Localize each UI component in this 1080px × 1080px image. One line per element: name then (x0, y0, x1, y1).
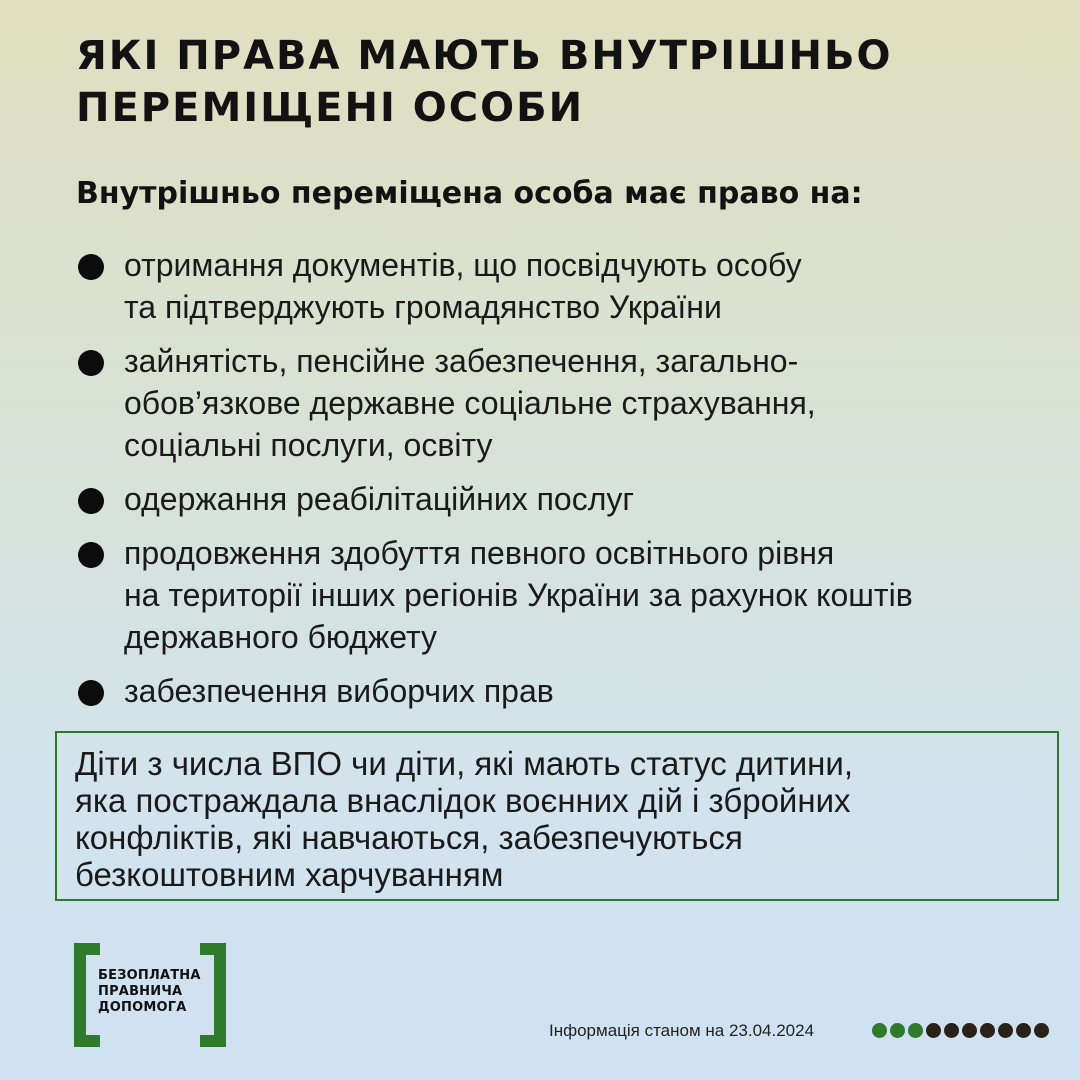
page-dot-active (908, 1023, 923, 1038)
list-item (76, 532, 1036, 658)
list-item-text (124, 340, 1036, 466)
text-line: обов’язкове державне соціальне страхування, (124, 385, 816, 421)
list-item-text (124, 670, 1036, 712)
logo-line: ДОПОМОГА (98, 1000, 187, 1015)
text-line: отримання документів, що посвідчують особу (124, 247, 802, 283)
list-item-text (124, 244, 1036, 328)
title-line: ПЕРЕМІЩЕНІ ОСОБИ (76, 85, 585, 131)
page-dot (944, 1023, 959, 1038)
text-line: яка постраждала внаслідок воєнних дій і збройних (75, 782, 851, 819)
right-bracket-icon (200, 943, 226, 1047)
text-line: безкоштовним харчуванням (75, 856, 504, 893)
page-dot (962, 1023, 977, 1038)
text-line: на території інших регіонів України за рахунок коштів (124, 577, 913, 613)
free-legal-aid-logo (74, 943, 226, 1047)
bullet-icon (78, 542, 104, 568)
rights-intro: Внутрішньо переміщена особа має право на: (76, 176, 863, 211)
notice-text (75, 745, 1039, 893)
info-date: Інформація станом на 23.04.2024 (549, 1021, 815, 1040)
list-item-text (124, 478, 1036, 520)
logo-text (98, 968, 201, 1016)
bullet-icon (78, 350, 104, 376)
rights-list (76, 244, 1036, 724)
text-line: одержання реабілітаційних послуг (124, 481, 635, 517)
left-bracket-icon (74, 943, 100, 1047)
bullet-icon (78, 680, 104, 706)
list-item (76, 340, 1036, 466)
page-dot (998, 1023, 1013, 1038)
logo-line: ПРАВНИЧА (98, 984, 183, 999)
title-line: ЯКІ ПРАВА МАЮТЬ ВНУТРІШНЬО (76, 33, 893, 79)
page-title (76, 30, 1036, 134)
page-dot (980, 1023, 995, 1038)
list-item (76, 670, 1036, 712)
page-dot-active (890, 1023, 905, 1038)
text-line: державного бюджету (124, 619, 438, 655)
list-item-text (124, 532, 1036, 658)
text-line: соціальні послуги, освіту (124, 427, 493, 463)
text-line: зайнятість, пенсійне забезпечення, загально- (124, 343, 799, 379)
list-item (76, 478, 1036, 520)
text-line: продовження здобуття певного освітнього рівня (124, 535, 835, 571)
text-line: та підтверджують громадянство України (124, 289, 722, 325)
text-line: Діти з числа ВПО чи діти, які мають статус дитини, (75, 745, 853, 782)
logo-line: БЕЗОПЛАТНА (98, 968, 201, 983)
children-notice-box (55, 731, 1059, 901)
page-dot (1034, 1023, 1049, 1038)
page-dot-active (872, 1023, 887, 1038)
page-dot (926, 1023, 941, 1038)
page-dot (1016, 1023, 1031, 1038)
page-indicator (872, 1023, 1049, 1038)
list-item (76, 244, 1036, 328)
bullet-icon (78, 254, 104, 280)
text-line: забезпечення виборчих прав (124, 673, 554, 709)
bullet-icon (78, 488, 104, 514)
text-line: конфліктів, які навчаються, забезпечуються (75, 819, 743, 856)
